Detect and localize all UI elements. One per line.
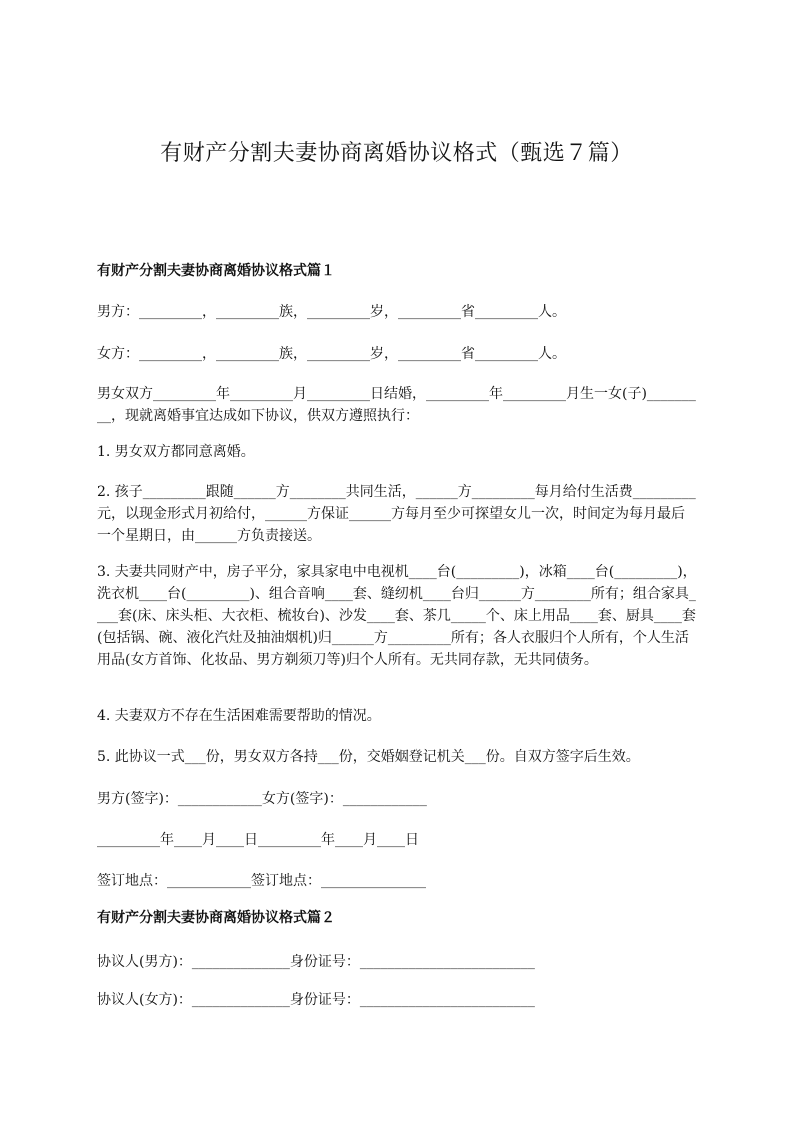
clause-2: 2. 孩子_________跟随______方________共同生活，______方_________每月给付生活费_________元，以现金形式月初给付，______方保证______方每月至少可探望女儿一次，时间定为每月最后一个星期日，由______方负责接送。 (97, 484, 696, 544)
section-2-heading: 有财产分割夫妻协商离婚协议格式篇２ (97, 910, 335, 926)
signature-line: 男方(签字)：____________女方(签字)：____________ (97, 791, 427, 807)
clause-1: 1. 男女双方都同意离婚。 (97, 444, 255, 460)
section-1-heading: 有财产分割夫妻协商离婚协议格式篇１ (97, 263, 335, 279)
clause-5: 5. 此协议一式___份，男女双方各持___份，交婚姻登记机关___份。自双方签字后生效。 (97, 749, 640, 765)
party-male-line: 协议人(男方)：______________身份证号：_________________________ (97, 954, 535, 970)
clause-4: 4. 夫妻双方不存在生活困难需要帮助的情况。 (97, 708, 381, 724)
male-info-line: 男方：_________，_________族，_________岁，_________省_________人。 (97, 304, 566, 320)
clause-3: 3. 夫妻共同财产中，房子平分，家具家电中电视机____台(_________)，冰箱____台(_________)，洗衣机____台(_________)、组合音响____套、缝纫机____台归______方________所有；组合家具____套(床、床头柜、大衣柜、梳妆台)、沙发____套、茶几_____个、床上用品____套、厨具____套(包括锅、碗、液化汽灶及抽油烟机)归______方_________所有；各人衣服归个人所有，个人生活用品(女方首饰、化妆品、男方剃须刀等)归个人所有。无共同存款，无共同债务。 (97, 564, 697, 668)
female-info-line: 女方：_________，_________族，_________岁，_________省_________人。 (97, 346, 566, 362)
signing-place-line: 签订地点：____________签订地点：_______________ (97, 873, 426, 889)
party-female-line: 协议人(女方)：______________身份证号：_________________________ (97, 992, 535, 1008)
document-title: 有财产分割夫妻协商离婚协议格式（甄选７篇） (160, 141, 633, 166)
date-line: _________年____月____日_________年____月____日 (97, 832, 419, 848)
marriage-paragraph: 男女双方_________年_________月_________日结婚，_________年_________月生一女(子)_________，现就离婚事宜达成如下协议，供双方遵照执行： (97, 386, 696, 424)
